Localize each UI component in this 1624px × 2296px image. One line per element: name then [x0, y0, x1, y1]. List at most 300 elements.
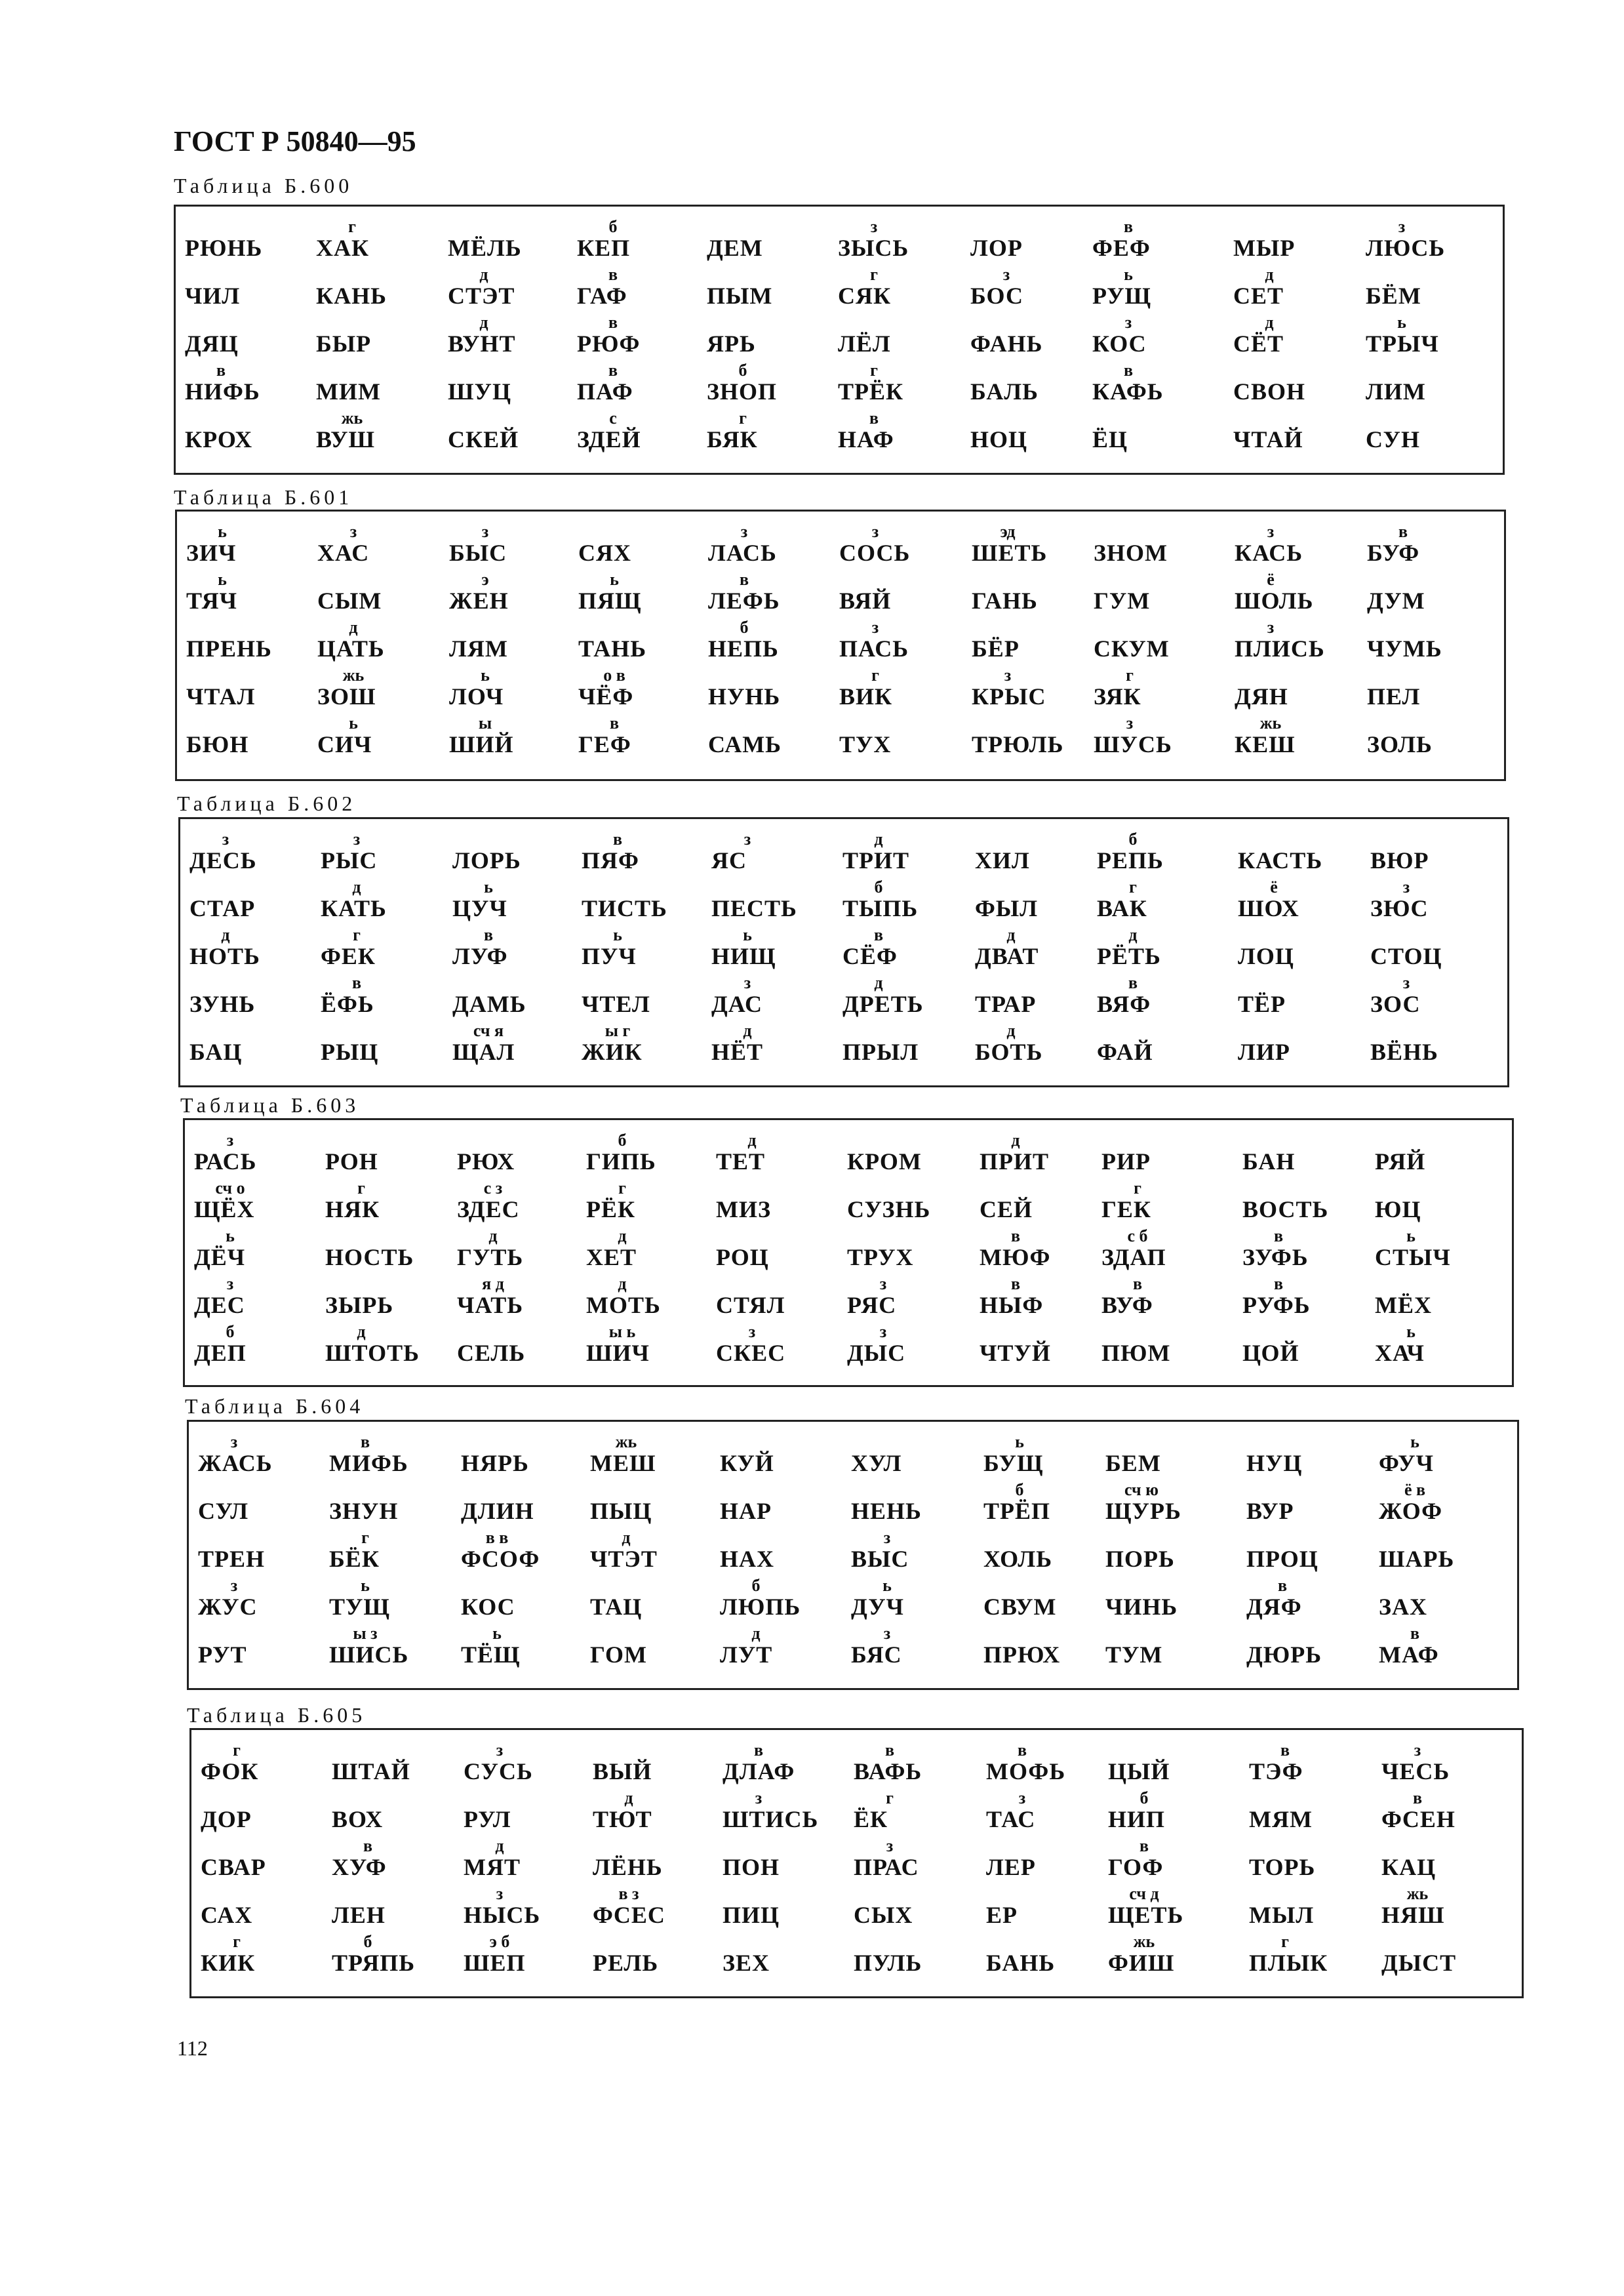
cell-word: ЧЕСЬ [1381, 1758, 1450, 1784]
cell-annotation: ы з [353, 1624, 378, 1643]
cell-word: ЦОЙ [1242, 1340, 1299, 1366]
cell-word: ЖИК [582, 1039, 643, 1065]
cell-annotation: жь [1133, 1932, 1155, 1951]
cell-word: ЧАТЬ [457, 1292, 524, 1318]
cell-annotation: з [743, 973, 751, 992]
cell-annotation: б [363, 1932, 372, 1951]
table-cell [1246, 1431, 1377, 1480]
table-cell [316, 407, 447, 456]
table-cell [854, 1787, 985, 1836]
table-cell [593, 1787, 724, 1836]
cell-word: ЛИР [1238, 1039, 1290, 1065]
cell-word: ЗНУН [329, 1498, 399, 1524]
table-cell [578, 521, 709, 569]
cell-word: ДЮРЬ [1246, 1641, 1322, 1668]
cell-word: СЯХ [578, 540, 631, 566]
table-row [185, 1177, 1512, 1226]
cell-annotation: б [740, 618, 749, 637]
cell-word: СТЯЛ [716, 1292, 785, 1318]
cell-annotation: б [738, 361, 747, 380]
cell-word: НЕНЬ [851, 1498, 922, 1524]
cell-word: НОСТЬ [325, 1244, 414, 1270]
cell-word: ЛОРЬ [452, 847, 521, 874]
cell-word: МЮФ [980, 1244, 1051, 1270]
cell-word: СЫМ [317, 588, 382, 614]
table-cell [1381, 1883, 1513, 1931]
table-cell [707, 407, 838, 456]
cell-word: ЧИЛ [185, 283, 241, 309]
cell-word: ВЯЙ [839, 588, 892, 614]
cell-word: ФЕФ [1092, 235, 1151, 261]
table-cell [838, 407, 969, 456]
table-cell [716, 1177, 847, 1226]
cell-word: ЗНОП [707, 378, 778, 405]
cell-word: ДУМ [1367, 588, 1425, 614]
cell-word: ЗОС [1370, 991, 1421, 1017]
table-cell [1235, 664, 1366, 713]
table-cell [711, 876, 842, 925]
table-cell [590, 1431, 721, 1480]
table-cell [1101, 1129, 1233, 1178]
cell-word: МЫР [1233, 235, 1296, 261]
cell-word: ЩЕТЬ [1108, 1902, 1184, 1928]
cell-word: ТЫПЬ [842, 895, 919, 921]
table-cell [582, 924, 713, 973]
table-cell [1249, 1883, 1380, 1931]
cell-word: ВИК [839, 683, 893, 710]
table-cell [980, 1273, 1111, 1321]
cell-word: ФЕК [321, 943, 376, 969]
cell-annotation: жь [342, 666, 365, 685]
table-cell [317, 569, 448, 617]
table-cell [186, 521, 317, 569]
cell-word: БЫР [316, 331, 372, 357]
table-cell [854, 1739, 985, 1788]
cell-word: ЯРЬ [707, 331, 756, 357]
table-cell [720, 1479, 851, 1527]
cell-word: ДОР [201, 1806, 252, 1832]
table-cell [1238, 972, 1369, 1020]
cell-annotation: б [874, 877, 883, 896]
cell-word: НИП [1108, 1806, 1166, 1832]
cell-word: ЗЮС [1370, 895, 1429, 921]
cell-annotation: д [743, 1021, 752, 1040]
table-cell [1242, 1177, 1374, 1226]
table-cell [1092, 312, 1223, 360]
cell-annotation: в в [485, 1528, 509, 1547]
cell-annotation: в [1128, 973, 1138, 992]
cell-word: БЁК [329, 1546, 380, 1572]
cell-word: ФСЕН [1381, 1806, 1456, 1832]
cell-word: ЧУМЬ [1367, 635, 1442, 662]
table-cell [332, 1787, 463, 1836]
cell-annotation: ь [218, 522, 227, 541]
cell-word: ПРОЦ [1246, 1546, 1318, 1572]
cell-word: ХИЛ [975, 847, 1030, 874]
cell-word: СУЛ [198, 1498, 249, 1524]
cell-annotation: з [871, 618, 879, 637]
table-cell [1233, 216, 1364, 264]
cell-annotation: г [618, 1178, 626, 1198]
cell-word: ТЭФ [1249, 1758, 1303, 1784]
cell-annotation: з [1402, 973, 1410, 992]
cell-word: ЛЕФЬ [708, 588, 780, 614]
cell-word: ВЫС [851, 1546, 909, 1572]
table-cell [316, 359, 447, 408]
cell-annotation: ь [1406, 1322, 1416, 1341]
table-cell [1238, 828, 1369, 877]
table-cell [461, 1622, 592, 1671]
table-cell [201, 1883, 332, 1931]
cell-word: СТЫЧ [1375, 1244, 1451, 1270]
cell-word: ЧИНЬ [1105, 1594, 1178, 1620]
table-cell [325, 1273, 456, 1321]
cell-word: СТАР [189, 895, 256, 921]
cell-annotation: в [360, 1432, 370, 1451]
cell-word: ДЕП [194, 1340, 247, 1366]
cell-word: СЕЛЬ [457, 1340, 526, 1366]
cell-word: ПЕСТЬ [711, 895, 797, 921]
cell-word: ТУМ [1105, 1641, 1163, 1668]
table-cell [578, 664, 709, 713]
table-cell [975, 828, 1106, 877]
cell-annotation: в з [618, 1884, 639, 1903]
cell-word: ВУШ [316, 426, 376, 453]
table-cell [1375, 1273, 1506, 1321]
cell-annotation: б [1139, 1788, 1149, 1807]
table-cell [198, 1575, 329, 1623]
table-cell [970, 407, 1101, 456]
table-cell [449, 569, 580, 617]
table-cell [1370, 924, 1501, 973]
table-cell [720, 1527, 851, 1575]
table-cell [201, 1787, 332, 1836]
cell-word: ВЮР [1370, 847, 1429, 874]
table-cell [716, 1129, 847, 1178]
table-cell [1233, 407, 1364, 456]
cell-word: ГИПЬ [586, 1148, 656, 1175]
cell-word: ДЯН [1235, 683, 1288, 710]
cell-annotation: з [230, 1432, 238, 1451]
table-cell [577, 216, 708, 264]
table-cell [972, 569, 1103, 617]
table-cell [707, 312, 838, 360]
table-cell [975, 972, 1106, 1020]
cell-annotation: з [1004, 666, 1012, 685]
table-cell [847, 1273, 978, 1321]
table-cell [189, 972, 321, 1020]
table-cell [838, 216, 969, 264]
cell-annotation: г [361, 1528, 369, 1547]
table-cell [186, 569, 317, 617]
cell-word: ВОХ [332, 1806, 384, 1832]
cell-word: ТАС [986, 1806, 1036, 1832]
cell-annotation: з [740, 522, 748, 541]
table-cell [842, 1020, 974, 1068]
table-cell [1249, 1835, 1380, 1883]
table-cell [1375, 1177, 1506, 1226]
cell-word: РЫЦ [321, 1039, 379, 1065]
cell-word: КРОХ [185, 426, 253, 453]
cell-word: ЁЦ [1092, 426, 1128, 453]
cell-word: КОС [461, 1594, 515, 1620]
cell-word: ЧТЭТ [590, 1546, 658, 1572]
cell-annotation: д [357, 1322, 366, 1341]
cell-word: ЖАСЬ [198, 1450, 273, 1476]
table-cell [1092, 216, 1223, 264]
cell-annotation: д [488, 1226, 498, 1245]
table-cell [1246, 1575, 1377, 1623]
table-cell [842, 876, 974, 925]
cell-word: ЯС [711, 847, 747, 874]
table-cell [1242, 1273, 1374, 1321]
table-row [180, 924, 1507, 973]
cell-annotation: з [883, 1528, 891, 1547]
cell-word: РОЦ [716, 1244, 769, 1270]
cell-word: МЯМ [1249, 1806, 1313, 1832]
table-cell [316, 216, 447, 264]
table-cell [593, 1883, 724, 1931]
cell-word: НЯРЬ [461, 1450, 529, 1476]
cell-word: ЗДАП [1101, 1244, 1166, 1270]
cell-word: ТРЁП [983, 1498, 1051, 1524]
table-cell [851, 1622, 982, 1671]
table-cell [708, 521, 839, 569]
table-cell [185, 359, 316, 408]
table-row [191, 1883, 1522, 1931]
table-cell [1094, 712, 1225, 761]
cell-annotation: в [739, 570, 749, 589]
table-cell [332, 1739, 463, 1788]
cell-word: ЗУФЬ [1242, 1244, 1309, 1270]
table-cell [975, 1020, 1106, 1068]
cell-annotation: в [483, 925, 494, 944]
cell-word: РЁК [586, 1196, 636, 1222]
table-cell [185, 407, 316, 456]
cell-word: ЖУС [198, 1594, 258, 1620]
cell-word: ВЁНЬ [1370, 1039, 1438, 1065]
table-cell [1108, 1883, 1239, 1931]
cell-word: БЁМ [1366, 283, 1421, 309]
cell-word: ДЕС [194, 1292, 245, 1318]
cell-word: КЕШ [1235, 731, 1296, 757]
cell-word: РЕПЬ [1097, 847, 1164, 874]
cell-annotation: б [608, 217, 618, 236]
table-cell [198, 1622, 329, 1671]
cell-word: ШТИСЬ [723, 1806, 819, 1832]
table-cell [1101, 1321, 1233, 1369]
cell-word: СВОН [1233, 378, 1306, 405]
cell-word: ГАФ [577, 283, 627, 309]
cell-word: ТЁР [1238, 991, 1286, 1017]
table-cell [1366, 216, 1497, 264]
cell-word: НЫСЬ [464, 1902, 541, 1928]
table-cell [332, 1835, 463, 1883]
cell-word: ЗУНЬ [189, 991, 256, 1017]
cell-word: ВУР [1246, 1498, 1294, 1524]
cell-word: ВАК [1097, 895, 1147, 921]
table-cell [185, 216, 316, 264]
table-cell [1233, 359, 1364, 408]
table-cell [1235, 521, 1366, 569]
cell-annotation: д [479, 265, 488, 284]
cell-word: ЗЫРЬ [325, 1292, 394, 1318]
cell-word: ДЛИН [461, 1498, 534, 1524]
cell-annotation: в [1412, 1788, 1423, 1807]
cell-word: РИР [1101, 1148, 1151, 1175]
table-cell [711, 924, 842, 973]
table-cell [1381, 1931, 1513, 1979]
table-cell [593, 1931, 724, 1979]
cell-annotation: в [608, 265, 618, 284]
cell-annotation: жь [341, 409, 363, 428]
cell-annotation: в [1410, 1624, 1420, 1643]
cell-word: ШИСЬ [329, 1641, 409, 1668]
table-cell [457, 1177, 588, 1226]
cell-word: РУЩ [1092, 283, 1152, 309]
cell-word: МЫЛ [1249, 1902, 1315, 1928]
cell-word: СЯК [838, 283, 892, 309]
cell-word: ТЕТ [716, 1148, 766, 1175]
table-cell [986, 1931, 1117, 1979]
cell-annotation: ь [361, 1576, 370, 1595]
cell-annotation: ь [1406, 1226, 1416, 1245]
table-caption: Таблица Б.603 [180, 1093, 360, 1117]
table-cell [1105, 1431, 1237, 1480]
cell-annotation: ы ь [608, 1322, 636, 1341]
cell-word: КРЫС [972, 683, 1046, 710]
cell-annotation: ь [1015, 1432, 1024, 1451]
table-cell [1105, 1479, 1237, 1527]
table-row [180, 972, 1507, 1020]
cell-annotation: з [226, 1274, 234, 1293]
table-cell [578, 712, 709, 761]
table-cell [716, 1225, 847, 1274]
cell-annotation: г [886, 1788, 894, 1807]
table-cell [972, 712, 1103, 761]
cell-annotation: в [1273, 1274, 1284, 1293]
word-table [183, 1118, 1514, 1387]
cell-annotation: з [755, 1788, 762, 1807]
cell-annotation: д [751, 1624, 761, 1643]
cell-annotation: д [1265, 313, 1274, 332]
table-cell [316, 264, 447, 312]
table-cell [1097, 972, 1228, 1020]
cell-word: ГОФ [1108, 1854, 1164, 1880]
cell-annotation: в [1398, 522, 1408, 541]
cell-annotation: д [1006, 1021, 1016, 1040]
table-cell [838, 359, 969, 408]
cell-annotation: б [226, 1322, 235, 1341]
table-cell [851, 1527, 982, 1575]
table-cell [707, 264, 838, 312]
cell-annotation: г [1126, 666, 1134, 685]
table-cell [186, 664, 317, 713]
table-cell [1108, 1787, 1239, 1836]
table-cell [986, 1883, 1117, 1931]
cell-annotation: г [1134, 1178, 1141, 1198]
table-cell [329, 1622, 460, 1671]
table-cell [590, 1527, 721, 1575]
cell-annotation: г [233, 1932, 241, 1951]
cell-annotation: сч ю [1124, 1480, 1159, 1499]
table-cell [194, 1225, 325, 1274]
cell-word: МЕШ [590, 1450, 656, 1476]
cell-word: ДАМЬ [452, 991, 526, 1017]
table-cell [461, 1479, 592, 1527]
cell-word: ШОЛЬ [1235, 588, 1314, 614]
table-cell [1235, 616, 1366, 665]
cell-word: КАНЬ [316, 283, 387, 309]
table-cell [317, 521, 448, 569]
table-cell [980, 1177, 1111, 1226]
cell-word: ПЮМ [1101, 1340, 1171, 1366]
cell-word: ЛУФ [452, 943, 508, 969]
cell-word: НЫФ [980, 1292, 1044, 1318]
word-table [174, 205, 1505, 475]
cell-word: ФУЧ [1379, 1450, 1435, 1476]
cell-word: ВОСТЬ [1242, 1196, 1329, 1222]
cell-annotation: ь [226, 1226, 235, 1245]
word-table [189, 1728, 1524, 1998]
table-cell [842, 972, 974, 1020]
table-cell [838, 264, 969, 312]
cell-annotation: жь [1259, 714, 1282, 733]
table-cell [707, 359, 838, 408]
cell-annotation: сч о [215, 1178, 245, 1198]
table-cell [983, 1575, 1115, 1623]
table-cell [1242, 1129, 1374, 1178]
cell-word: ЛЕН [332, 1902, 386, 1928]
table-cell [711, 828, 842, 877]
cell-annotation: с [609, 409, 617, 428]
cell-word: ПЛЫК [1249, 1950, 1328, 1976]
table-cell [1375, 1129, 1506, 1178]
table-cell [189, 1020, 321, 1068]
cell-word: БОТЬ [975, 1039, 1043, 1065]
cell-word: ТЮТ [593, 1806, 652, 1832]
table-cell [839, 712, 970, 761]
cell-annotation: з [222, 830, 229, 849]
table-cell [970, 312, 1101, 360]
cell-annotation: з [871, 522, 879, 541]
cell-word: КАСЬ [1235, 540, 1303, 566]
table-cell [1097, 924, 1228, 973]
cell-word: ЗОШ [317, 683, 376, 710]
cell-annotation: г [233, 1741, 241, 1760]
table-cell [457, 1129, 588, 1178]
cell-annotation: ы [478, 714, 492, 733]
cell-word: НОЦ [970, 426, 1028, 453]
table-cell [1381, 1787, 1513, 1836]
cell-word: ЛЁЛ [838, 331, 891, 357]
cell-word: МИФЬ [329, 1450, 408, 1476]
table-cell [708, 712, 839, 761]
word-table [178, 817, 1509, 1087]
table-cell [1366, 407, 1497, 456]
cell-annotation: в [609, 714, 620, 733]
table-cell [847, 1225, 978, 1274]
table-cell [194, 1129, 325, 1178]
cell-word: НЯК [325, 1196, 380, 1222]
cell-word: БЁР [972, 635, 1020, 662]
table-cell [1094, 664, 1225, 713]
table-cell [577, 407, 708, 456]
cell-annotation: з [1267, 522, 1275, 541]
table-cell [983, 1527, 1115, 1575]
table-cell [986, 1739, 1117, 1788]
table-cell [972, 521, 1103, 569]
